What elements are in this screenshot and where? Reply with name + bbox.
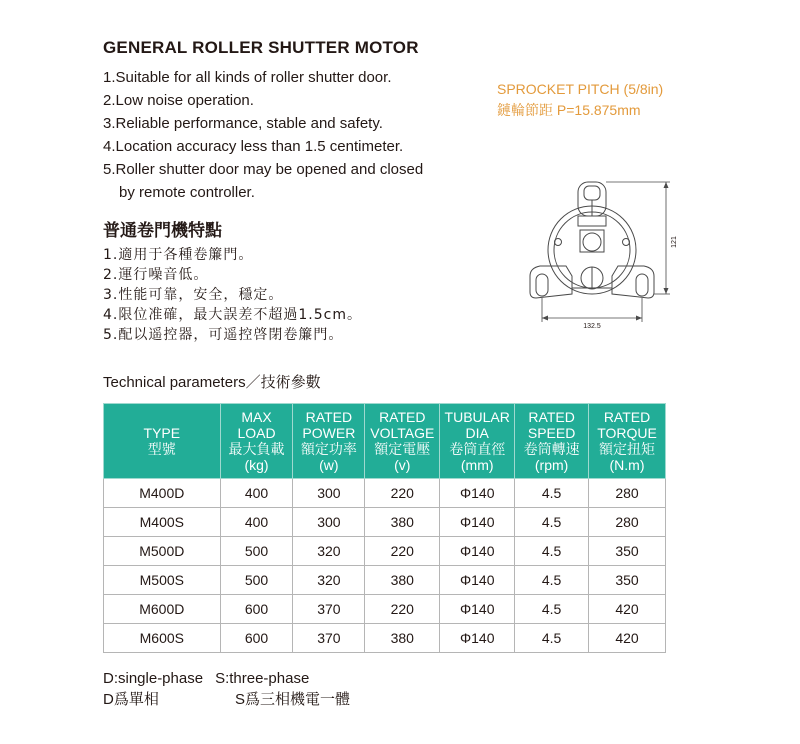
header-line: DIA <box>465 425 489 441</box>
table-cell: 4.5 <box>515 624 589 653</box>
header-line <box>104 457 220 473</box>
table-row <box>104 508 666 537</box>
feature-item-zh: 5.配以遥控器，可遥控啓閉卷簾門。 <box>103 327 344 343</box>
header-line <box>104 409 220 425</box>
sprocket-pitch-zh: 鏈輪節距 P=15.875mm <box>497 102 641 118</box>
header-line: (rpm) <box>534 457 569 473</box>
header-line: RATED <box>305 409 353 425</box>
table-cell: 4.5 <box>515 479 589 508</box>
table-cell: M500S <box>104 566 221 595</box>
table-cell: M500D <box>104 537 221 566</box>
table-cell: Φ140 <box>440 624 515 653</box>
table-cell: Φ140 <box>440 566 515 595</box>
feature-item: 3.Reliable performance, stable and safety. <box>103 115 383 132</box>
feature-item-zh: 2.運行噪音低。 <box>103 267 209 283</box>
table-cell: 400 <box>220 479 293 508</box>
table-cell: M400D <box>104 479 221 508</box>
technical-parameters-title: Technical parameters／技術參數 <box>103 374 321 391</box>
sprocket-pitch-en: SPROCKET PITCH (5/8in) <box>497 81 664 97</box>
table-cell: 320 <box>293 566 365 595</box>
table-row <box>104 537 666 566</box>
table-row <box>104 595 666 624</box>
table-cell: Φ140 <box>440 508 515 537</box>
table-cell: 4.5 <box>515 595 589 624</box>
header-line: 額定扭矩 <box>599 441 656 457</box>
header-line: 額定電壓 <box>374 441 431 457</box>
header-line: (mm) <box>460 457 494 473</box>
phase-legend <box>103 668 350 710</box>
header-line: RATED <box>528 409 575 425</box>
table-header-cell <box>220 404 293 479</box>
feature-item-continuation: by remote controller. <box>119 184 255 201</box>
table-cell: 280 <box>589 479 666 508</box>
table-cell: M400S <box>104 508 221 537</box>
table-cell: 350 <box>589 566 666 595</box>
header-line: (w) <box>319 457 339 473</box>
table-body <box>104 479 666 653</box>
header-line: (N.m) <box>609 457 645 473</box>
table-cell: 350 <box>589 537 666 566</box>
table-cell: 420 <box>589 624 666 653</box>
table-header-cell <box>104 404 221 479</box>
header-line: 卷筒轉速 <box>523 441 580 457</box>
height-dimension-label: 121 <box>671 236 678 248</box>
table-header-cell <box>440 404 515 479</box>
feature-item: 1.Suitable for all kinds of roller shutter door. <box>103 69 392 86</box>
header-line: 額定功率 <box>300 441 357 457</box>
header-line: TUBULAR <box>444 409 510 425</box>
table-cell: 370 <box>293 595 365 624</box>
legend-s-en: S:three-phase <box>215 670 310 687</box>
table-cell: 300 <box>293 508 365 537</box>
feature-item-zh: 1.適用于各種卷簾門。 <box>103 247 254 263</box>
header-line: MAX <box>241 409 272 425</box>
feature-item-zh: 4.限位准確，最大誤差不超過1.5cm。 <box>103 307 362 323</box>
table-cell: M600S <box>104 624 221 653</box>
width-dimension-label: 132.5 <box>583 323 601 330</box>
table-cell: 220 <box>365 595 440 624</box>
table-cell: 380 <box>365 508 440 537</box>
table-cell: 500 <box>220 537 293 566</box>
header-line: (kg) <box>244 457 269 473</box>
table-row <box>104 479 666 508</box>
table-cell: 4.5 <box>515 508 589 537</box>
feature-item-zh: 3.性能可靠，安全，穩定。 <box>103 287 284 303</box>
header-line: POWER <box>302 425 356 441</box>
table-cell: 220 <box>365 537 440 566</box>
legend-d-zh: D爲單相 <box>103 691 159 708</box>
table-header-cell <box>293 404 365 479</box>
header-line: 最大負載 <box>228 441 285 457</box>
table-row <box>104 624 666 653</box>
header-line: 卷筒直徑 <box>449 441 506 457</box>
table-header-cell <box>365 404 440 479</box>
table-cell: Φ140 <box>440 537 515 566</box>
table-header-row <box>104 404 666 479</box>
legend-s-zh: S爲三相機電一體 <box>235 691 351 708</box>
features-heading-zh: 普通卷門機特點 <box>103 221 222 241</box>
table-cell: M600D <box>104 595 221 624</box>
table-cell: 500 <box>220 566 293 595</box>
feature-list-zh <box>103 245 362 345</box>
header-line: VOLTAGE <box>370 425 435 441</box>
table-cell: 420 <box>589 595 666 624</box>
header-line: 型號 <box>147 441 176 457</box>
table-cell: 600 <box>220 624 293 653</box>
table-cell: 220 <box>365 479 440 508</box>
header-line: RATED <box>379 409 426 425</box>
table-cell: 4.5 <box>515 537 589 566</box>
feature-item: 4.Location accuracy less than 1.5 centimeter. <box>103 138 404 155</box>
table-cell: Φ140 <box>440 595 515 624</box>
header-line: RATED <box>603 409 651 425</box>
header-line: (v) <box>394 457 411 473</box>
header-line: LOAD <box>237 425 276 441</box>
header-line: SPEED <box>527 425 576 441</box>
spec-table <box>103 403 666 653</box>
table-header-cell <box>515 404 589 479</box>
table-cell: 370 <box>293 624 365 653</box>
table-cell: 380 <box>365 624 440 653</box>
table-cell: 380 <box>365 566 440 595</box>
table-cell: 400 <box>220 508 293 537</box>
header-line: TORQUE <box>597 425 657 441</box>
page-title: GENERAL ROLLER SHUTTER MOTOR <box>103 38 419 57</box>
feature-item <box>103 158 423 204</box>
table-cell: 600 <box>220 595 293 624</box>
sprocket-pitch-note <box>497 79 663 121</box>
table-cell: 280 <box>589 508 666 537</box>
table-cell: 300 <box>293 479 365 508</box>
table-cell: Φ140 <box>440 479 515 508</box>
table-header-cell <box>589 404 666 479</box>
feature-list-en <box>103 66 423 204</box>
legend-d-en: D:single-phase <box>103 670 204 687</box>
motor-dimension-drawing <box>520 176 690 336</box>
feature-item: 2.Low noise operation. <box>103 92 254 109</box>
feature-item-text: 5.Roller shutter door may be opened and closed <box>103 161 424 178</box>
header-line: TYPE <box>143 425 181 441</box>
table-cell: 4.5 <box>515 566 589 595</box>
table-row <box>104 566 666 595</box>
table-cell: 320 <box>293 537 365 566</box>
